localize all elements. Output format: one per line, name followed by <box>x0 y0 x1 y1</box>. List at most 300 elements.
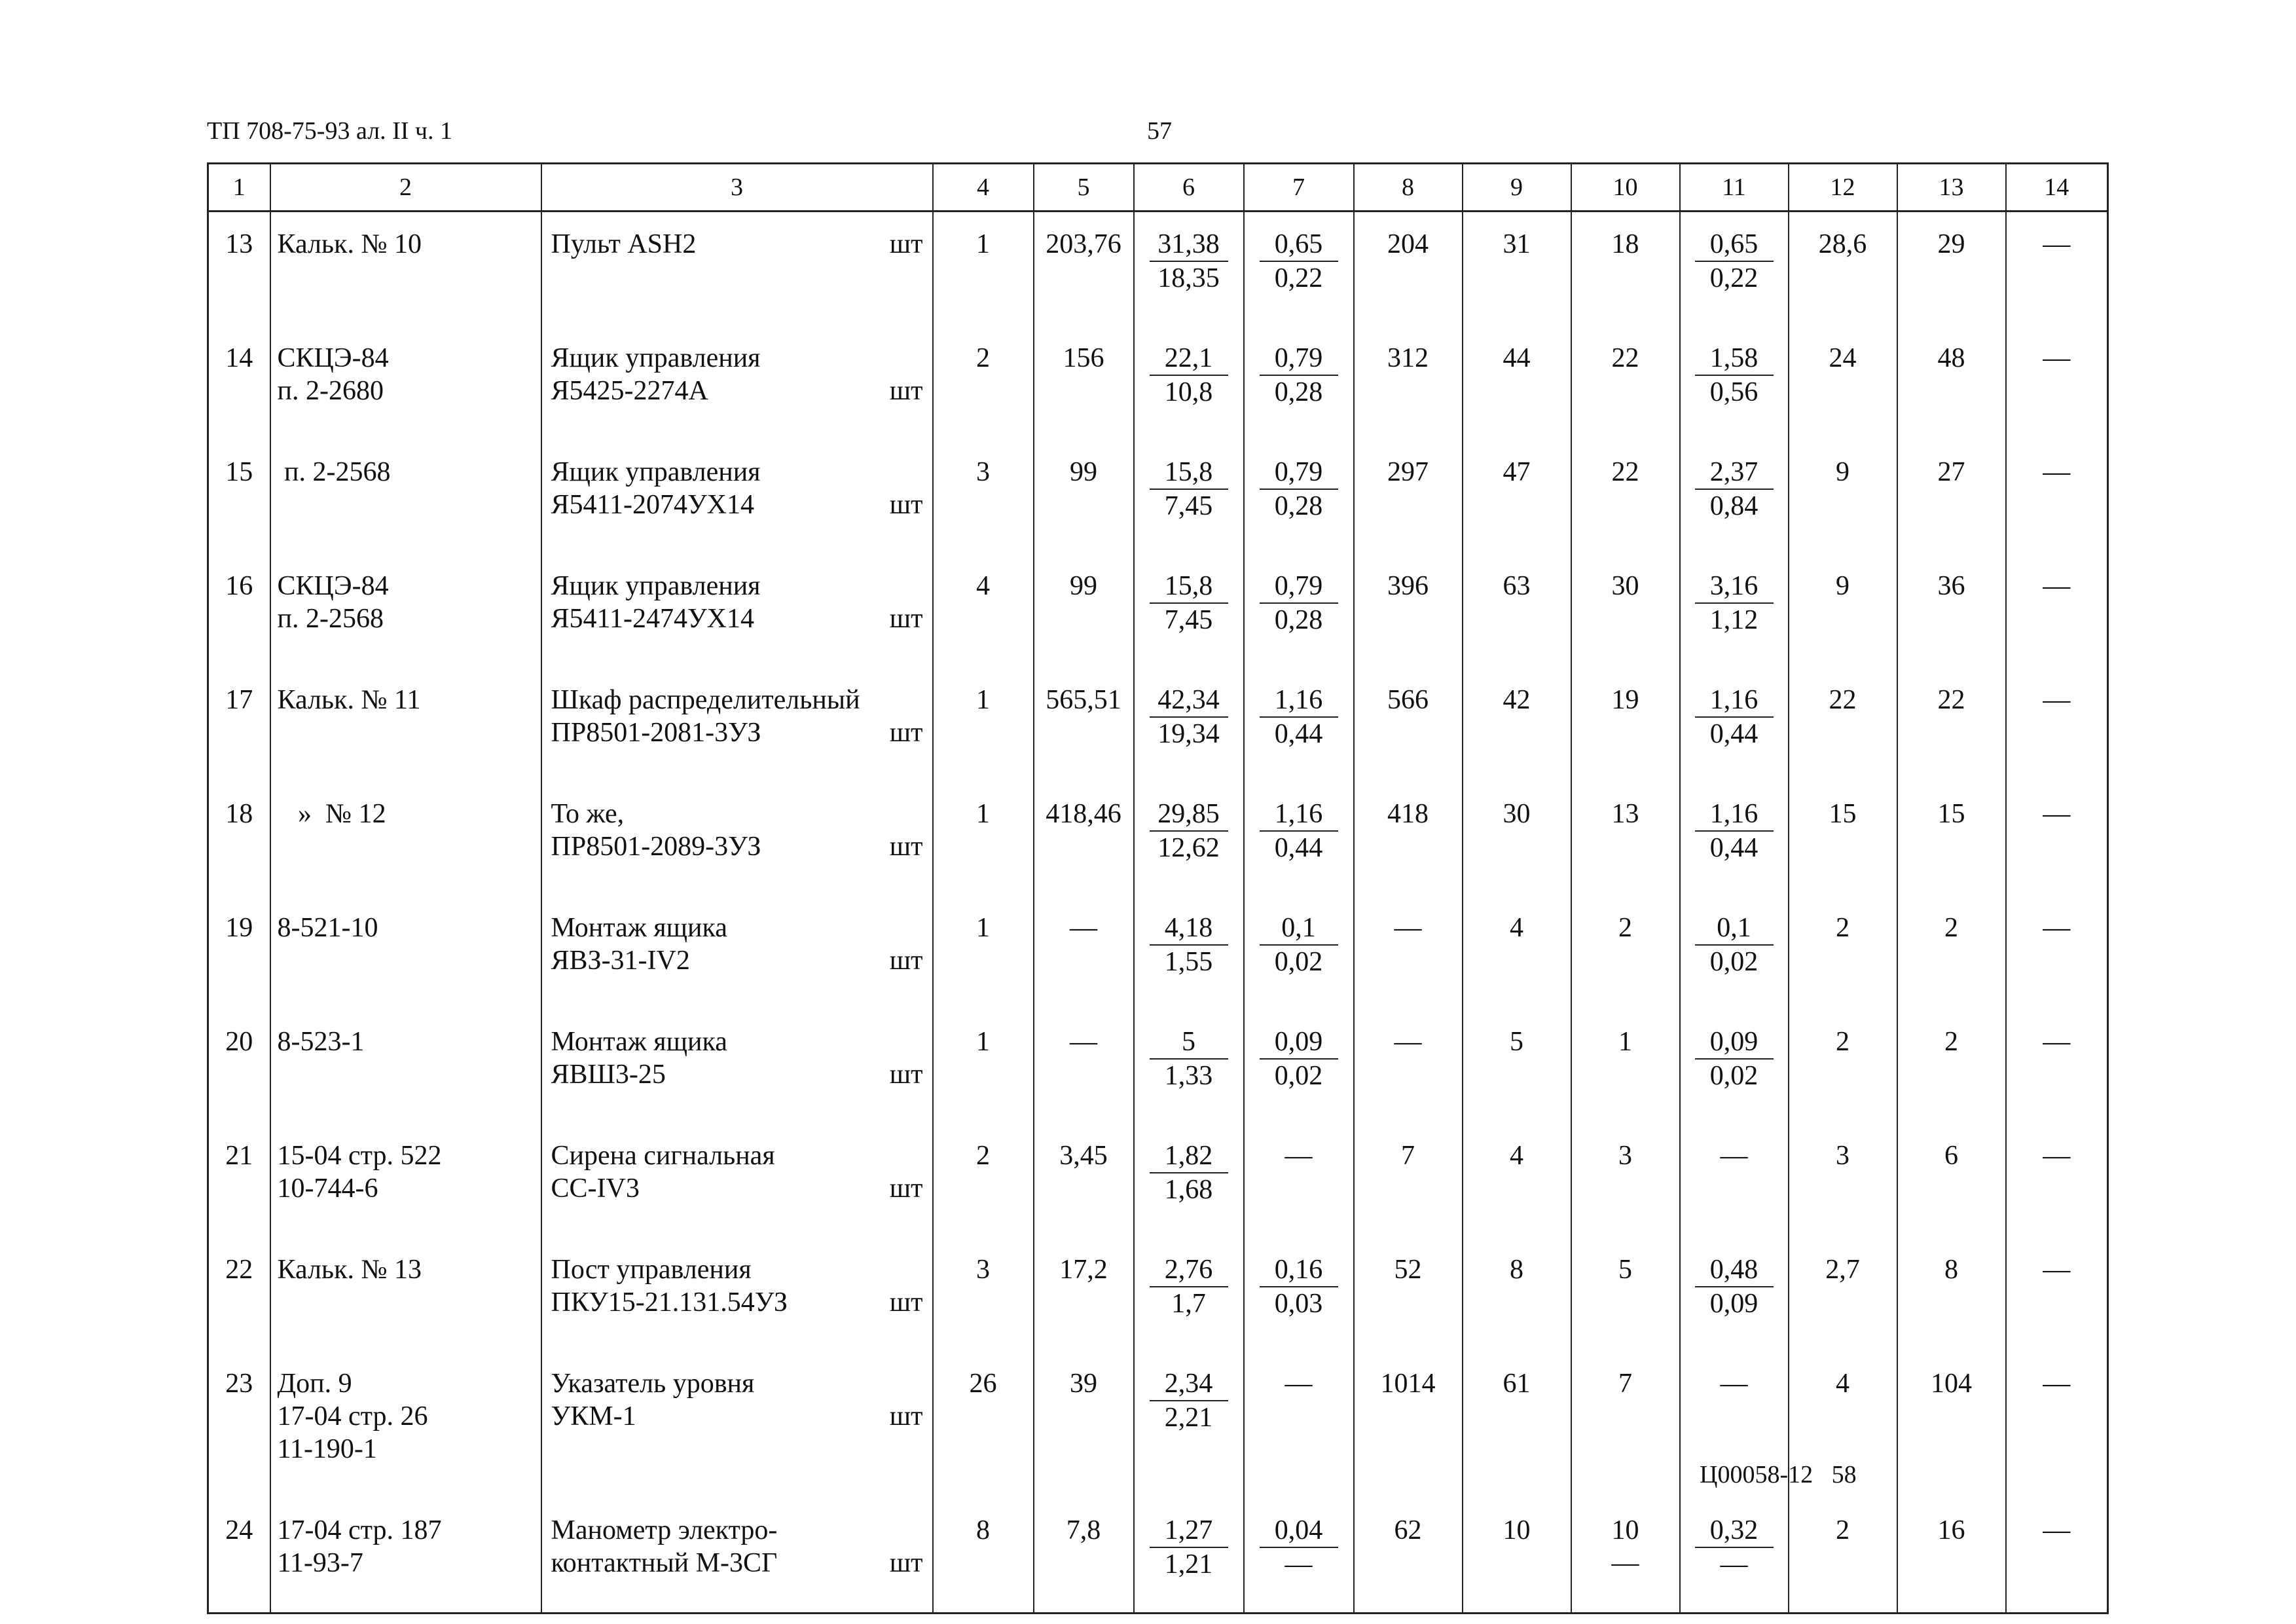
item-name-wrap <box>551 1253 923 1319</box>
value-cell <box>1897 782 2006 896</box>
item-name-wrap <box>551 1367 923 1433</box>
cell-value: — <box>2043 1141 2071 1171</box>
footer-sheet-number: 58 <box>1831 1461 1857 1488</box>
column-number-row <box>208 164 2108 212</box>
fraction-numerator: 22,1 <box>1150 342 1228 376</box>
item-name-cell <box>541 1498 933 1614</box>
item-name-cell <box>541 1124 933 1238</box>
cell-value: 2 <box>976 1141 990 1171</box>
fraction-denominator: — <box>1720 1549 1748 1579</box>
fraction-numerator: 2,34 <box>1150 1367 1228 1401</box>
cell-value: 2 <box>1836 1027 1850 1057</box>
value-cell <box>1354 1498 1463 1614</box>
item-name-cell <box>541 440 933 554</box>
fraction-value <box>1260 1514 1338 1581</box>
column-number: 9 <box>1463 164 1571 212</box>
cell-value-lower: — <box>1611 1548 1639 1578</box>
cell-value: 8 <box>1944 1255 1958 1285</box>
value-cell <box>1034 1352 1134 1498</box>
unit-of-measure: шт <box>889 718 923 748</box>
cell-value: — <box>2043 1027 2071 1057</box>
fraction-numerator: 4,18 <box>1150 912 1228 946</box>
item-name-cell <box>541 1010 933 1124</box>
fraction-value <box>1150 342 1228 409</box>
fraction-cell <box>1134 782 1244 896</box>
fraction-value <box>1695 1025 1774 1092</box>
value-cell <box>1789 554 1897 668</box>
value-cell <box>1463 668 1571 782</box>
cell-value: 204 <box>1387 229 1429 259</box>
value-cell <box>1789 440 1897 554</box>
value-cell <box>1354 782 1463 896</box>
value-cell <box>1789 1498 1897 1614</box>
fraction-cell <box>1134 1498 1244 1614</box>
basis-line: » № 12 <box>277 799 386 829</box>
basis-line: п. 2-2568 <box>277 604 384 634</box>
item-name-wrap <box>551 1025 923 1091</box>
item-name <box>551 228 697 261</box>
unit-of-measure: шт <box>889 604 923 634</box>
fraction-value <box>1150 228 1228 295</box>
unit-of-measure: шт <box>889 1401 923 1431</box>
cell-value: — <box>2043 799 2071 829</box>
fraction-cell <box>1244 212 1354 327</box>
cell-value: 24 <box>1829 343 1857 373</box>
value-cell <box>933 554 1034 668</box>
basis-line: СКЦЭ-84 <box>277 343 389 373</box>
item-name-cell <box>541 782 933 896</box>
value-cell <box>1897 326 2006 440</box>
cell-value: 9 <box>1836 457 1850 487</box>
cell-value: 1 <box>976 685 990 715</box>
cell-value: — <box>1285 1369 1313 1399</box>
value-cell <box>933 1010 1034 1124</box>
value-cell <box>1354 554 1463 668</box>
table-row <box>208 896 2108 1010</box>
cell-value: 13 <box>1611 799 1639 829</box>
value-cell <box>1354 1238 1463 1352</box>
value-cell <box>1463 1238 1571 1352</box>
item-name <box>551 456 761 521</box>
basis-cell <box>270 1010 541 1124</box>
cell-value: — <box>2043 571 2071 601</box>
value-cell <box>1571 782 1680 896</box>
basis-line: 17-04 стр. 187 <box>277 1515 442 1545</box>
value-cell <box>933 440 1034 554</box>
table-row <box>208 1498 2108 1614</box>
value-cell <box>1789 212 1897 327</box>
cell-value: — <box>1394 1027 1422 1057</box>
fraction-cell <box>1244 1498 1354 1614</box>
value-cell <box>1897 212 2006 327</box>
cell-value: 61 <box>1503 1369 1531 1399</box>
unit-of-measure: шт <box>889 1548 923 1578</box>
value-cell <box>1571 440 1680 554</box>
row-number-cell <box>208 1352 270 1498</box>
cell-value: 27 <box>1937 457 1965 487</box>
item-name-line: Я5411-2074УХ14 <box>551 490 755 520</box>
basis-line: Доп. 9 <box>277 1369 352 1399</box>
item-name-cell <box>541 326 933 440</box>
row-number-cell <box>208 1010 270 1124</box>
row-number: 20 <box>225 1027 253 1057</box>
fraction-numerator: 15,8 <box>1150 456 1228 490</box>
value-cell <box>1789 326 1897 440</box>
fraction-value <box>1260 684 1338 750</box>
value-cell <box>1571 212 1680 327</box>
fraction-cell <box>1680 668 1789 782</box>
value-cell <box>2006 1352 2108 1498</box>
item-name-wrap <box>551 912 923 977</box>
row-number: 15 <box>225 457 253 487</box>
table-row <box>208 554 2108 668</box>
fraction-numerator: 0,16 <box>1260 1253 1338 1287</box>
cell-value: 1 <box>976 1027 990 1057</box>
fraction-value <box>1695 228 1774 295</box>
value-cell <box>1354 326 1463 440</box>
fraction-numerator: 0,65 <box>1260 228 1338 262</box>
specification-table <box>207 162 2109 1614</box>
row-number-cell <box>208 212 270 327</box>
value-cell <box>1897 1352 2006 1498</box>
value-cell <box>1354 440 1463 554</box>
fraction-cell <box>1244 896 1354 1010</box>
row-number-cell <box>208 668 270 782</box>
fraction-value <box>1695 1253 1774 1320</box>
unit-of-measure: шт <box>889 376 923 406</box>
fraction-cell <box>1134 440 1244 554</box>
column-number: 7 <box>1244 164 1354 212</box>
fraction-cell <box>1680 1124 1789 1238</box>
column-number: 6 <box>1134 164 1244 212</box>
cell-value: 396 <box>1387 571 1429 601</box>
value-cell <box>1897 554 2006 668</box>
cell-value: 99 <box>1070 457 1097 487</box>
fraction-denominator: 1,68 <box>1164 1175 1213 1205</box>
cell-value: 52 <box>1394 1255 1422 1285</box>
item-name-line: Монтаж ящика <box>551 913 727 943</box>
value-cell <box>933 668 1034 782</box>
table-row <box>208 212 2108 327</box>
fraction-numerator: 0,1 <box>1695 912 1774 946</box>
fraction-denominator: 0,28 <box>1274 605 1323 635</box>
fraction-numerator: 0,48 <box>1695 1253 1774 1287</box>
basis-cell <box>270 212 541 327</box>
fraction-denominator: 0,22 <box>1709 263 1758 293</box>
item-name-wrap <box>551 684 923 749</box>
item-name-line: Указатель уровня <box>551 1369 755 1399</box>
row-number: 22 <box>225 1255 253 1285</box>
cell-value: 22 <box>1611 457 1639 487</box>
value-cell <box>1571 1352 1680 1498</box>
value-cell <box>1789 1124 1897 1238</box>
cell-value: 4 <box>1836 1369 1850 1399</box>
fraction-cell <box>1244 1124 1354 1238</box>
fraction-value <box>1150 456 1228 523</box>
basis-line: 11-190-1 <box>277 1434 377 1464</box>
basis-cell <box>270 1498 541 1614</box>
item-name-cell <box>541 896 933 1010</box>
value-cell <box>1354 668 1463 782</box>
row-number: 14 <box>225 343 253 373</box>
cell-value: 2 <box>1944 1027 1958 1057</box>
table-row <box>208 1238 2108 1352</box>
row-number-cell <box>208 1238 270 1352</box>
cell-value: 3 <box>1618 1141 1632 1171</box>
value-cell <box>1463 1498 1571 1614</box>
value-cell <box>1463 440 1571 554</box>
fraction-numerator: 1,82 <box>1150 1139 1228 1173</box>
item-name-line: ЯВШ3-25 <box>551 1060 666 1090</box>
cell-value: 9 <box>1836 571 1850 601</box>
cell-value: 566 <box>1387 685 1429 715</box>
fraction-value <box>1150 1139 1228 1206</box>
item-name-line: Ящик управления <box>551 343 761 373</box>
fraction-value <box>1260 912 1338 978</box>
value-cell <box>1571 1238 1680 1352</box>
row-number-cell <box>208 440 270 554</box>
fraction-cell <box>1134 554 1244 668</box>
item-name-line: Манометр электро- <box>551 1515 778 1545</box>
fraction-value <box>1260 570 1338 637</box>
value-cell <box>1034 1010 1134 1124</box>
cell-value: 297 <box>1387 457 1429 487</box>
fraction-cell <box>1244 668 1354 782</box>
row-number: 23 <box>225 1369 253 1399</box>
cell-value: — <box>2043 913 2071 943</box>
item-name-line: ПКУ15-21.131.54УЗ <box>551 1287 788 1318</box>
cell-value: 47 <box>1503 457 1531 487</box>
fraction-denominator: 0,44 <box>1274 719 1323 749</box>
value-cell <box>2006 1124 2108 1238</box>
table-row <box>208 440 2108 554</box>
fraction-value <box>1150 1253 1228 1320</box>
basis-cell <box>270 782 541 896</box>
item-name-wrap <box>551 1514 923 1579</box>
unit-of-measure: шт <box>889 1287 923 1318</box>
fraction-cell <box>1680 212 1789 327</box>
fraction-numerator: 1,16 <box>1695 684 1774 718</box>
item-name <box>551 1025 727 1091</box>
item-name-cell <box>541 1352 933 1498</box>
item-name-line: То же, <box>551 799 625 829</box>
cell-value: 6 <box>1944 1141 1958 1171</box>
item-name-line: контактный М-3СГ <box>551 1548 778 1578</box>
fraction-numerator: 0,09 <box>1695 1025 1774 1060</box>
value-cell <box>933 1498 1034 1614</box>
fraction-denominator: 1,33 <box>1164 1061 1213 1091</box>
basis-line: 11-93-7 <box>277 1548 363 1578</box>
value-cell <box>2006 554 2108 668</box>
document-code: ТП 708-75-93 ал. II ч. 1 <box>207 117 453 145</box>
value-cell <box>2006 326 2108 440</box>
basis-cell <box>270 1238 541 1352</box>
fraction-denominator: 0,28 <box>1274 491 1323 521</box>
cell-value: — <box>2043 1255 2071 1285</box>
cell-value: 99 <box>1070 571 1097 601</box>
fraction-numerator: 1,16 <box>1695 798 1774 832</box>
value-cell <box>1034 554 1134 668</box>
value-cell <box>1897 1498 2006 1614</box>
basis-cell <box>270 440 541 554</box>
fraction-denominator: 1,12 <box>1709 605 1758 635</box>
fraction-value <box>1695 570 1774 637</box>
value-cell <box>1897 896 2006 1010</box>
cell-value: 1 <box>1618 1027 1632 1057</box>
unit-of-measure: шт <box>889 490 923 520</box>
basis-cell <box>270 668 541 782</box>
value-cell <box>2006 782 2108 896</box>
value-cell <box>2006 212 2108 327</box>
cell-value: — <box>1720 1141 1748 1171</box>
value-cell <box>1034 1124 1134 1238</box>
cell-value: — <box>2043 343 2071 373</box>
fraction-value <box>1695 684 1774 750</box>
cell-value: 42 <box>1503 685 1531 715</box>
value-cell <box>1354 212 1463 327</box>
cell-value: 1 <box>976 913 990 943</box>
fraction-value <box>1695 1514 1774 1581</box>
basis-cell <box>270 326 541 440</box>
item-name-line: ПР8501-2081-3УЗ <box>551 718 761 748</box>
cell-value: 203,76 <box>1046 229 1121 259</box>
fraction-numerator: 0,65 <box>1695 228 1774 262</box>
column-number: 8 <box>1354 164 1463 212</box>
basis-line: Кальк. № 11 <box>277 685 421 715</box>
item-name <box>551 1253 788 1319</box>
cell-value: 16 <box>1937 1515 1965 1545</box>
table-row <box>208 326 2108 440</box>
column-number: 10 <box>1571 164 1680 212</box>
cell-value: 8 <box>1510 1255 1523 1285</box>
fraction-numerator: 1,16 <box>1260 798 1338 832</box>
value-cell <box>933 1124 1034 1238</box>
cell-value: 4 <box>976 571 990 601</box>
fraction-numerator: 0,79 <box>1260 570 1338 604</box>
value-cell <box>933 1238 1034 1352</box>
cell-value: 5 <box>1510 1027 1523 1057</box>
value-cell <box>1034 668 1134 782</box>
cell-value: 44 <box>1503 343 1531 373</box>
basis-line: 17-04 стр. 26 <box>277 1401 428 1431</box>
basis-line: п. 2-2680 <box>277 376 384 406</box>
fraction-cell <box>1680 782 1789 896</box>
value-cell <box>1463 554 1571 668</box>
cell-value: 2 <box>1836 913 1850 943</box>
value-cell <box>1571 326 1680 440</box>
unit-of-measure: шт <box>889 832 923 862</box>
cell-value: 15 <box>1937 799 1965 829</box>
fraction-denominator: 0,28 <box>1274 377 1323 407</box>
item-name-line: Я5411-2474УХ14 <box>551 604 755 634</box>
fraction-numerator: 0,79 <box>1260 342 1338 376</box>
fraction-value <box>1150 684 1228 750</box>
value-cell <box>933 212 1034 327</box>
cell-value: 1 <box>976 799 990 829</box>
row-number: 19 <box>225 913 253 943</box>
cell-value: 48 <box>1937 343 1965 373</box>
value-cell <box>1789 668 1897 782</box>
fraction-numerator: 1,27 <box>1150 1514 1228 1548</box>
unit-of-measure: шт <box>889 229 923 259</box>
value-cell <box>1463 782 1571 896</box>
cell-value: — <box>1285 1141 1313 1171</box>
value-cell <box>1463 326 1571 440</box>
fraction-numerator: 0,04 <box>1260 1514 1338 1548</box>
fraction-cell <box>1680 554 1789 668</box>
fraction-numerator: 5 <box>1150 1025 1228 1060</box>
item-name <box>551 798 761 863</box>
fraction-numerator: 0,09 <box>1260 1025 1338 1060</box>
value-cell <box>2006 668 2108 782</box>
fraction-denominator: 0,44 <box>1274 833 1323 863</box>
cell-value: 22 <box>1611 343 1639 373</box>
fraction-cell <box>1680 1238 1789 1352</box>
value-cell <box>1897 440 2006 554</box>
fraction-denominator: 0,03 <box>1274 1289 1323 1319</box>
column-number: 13 <box>1897 164 2006 212</box>
value-cell <box>1034 1238 1134 1352</box>
fraction-cell <box>1244 782 1354 896</box>
fraction-denominator: 0,02 <box>1709 1061 1758 1091</box>
cell-value: 1014 <box>1380 1369 1436 1399</box>
fraction-value <box>1695 912 1774 978</box>
cell-value: 2 <box>976 343 990 373</box>
fraction-denominator: 0,56 <box>1709 377 1758 407</box>
value-cell <box>1897 1124 2006 1238</box>
fraction-denominator: 0,44 <box>1709 833 1758 863</box>
item-name <box>551 1514 778 1579</box>
value-cell <box>1034 896 1134 1010</box>
fraction-denominator: 1,7 <box>1171 1289 1206 1319</box>
item-name-cell <box>541 668 933 782</box>
fraction-numerator: 29,85 <box>1150 798 1228 832</box>
cell-value: — <box>1394 913 1422 943</box>
value-cell <box>1897 1238 2006 1352</box>
value-cell <box>1463 212 1571 327</box>
basis-line: Кальк. № 13 <box>277 1255 422 1285</box>
item-name-line: Сирена сигнальная <box>551 1141 775 1171</box>
cell-value: 1 <box>976 229 990 259</box>
fraction-value <box>1150 912 1228 978</box>
fraction-cell <box>1680 326 1789 440</box>
fraction-value <box>1695 456 1774 523</box>
row-number: 21 <box>225 1141 253 1171</box>
table-row <box>208 782 2108 896</box>
row-number-cell <box>208 782 270 896</box>
fraction-cell <box>1134 212 1244 327</box>
cell-value: 3 <box>976 457 990 487</box>
cell-value: 36 <box>1937 571 1965 601</box>
cell-value: — <box>2043 229 2071 259</box>
cell-value: 62 <box>1394 1515 1422 1545</box>
basis-line: п. 2-2568 <box>277 457 391 487</box>
item-name-line: Пост управления <box>551 1255 752 1285</box>
fraction-cell <box>1134 896 1244 1010</box>
value-cell <box>1034 782 1134 896</box>
basis-cell <box>270 1352 541 1498</box>
cell-value: 22 <box>1937 685 1965 715</box>
item-name-line: УКМ-1 <box>551 1401 636 1431</box>
cell-value: 3 <box>976 1255 990 1285</box>
item-name-cell <box>541 212 933 327</box>
value-cell <box>1789 896 1897 1010</box>
value-cell <box>1034 326 1134 440</box>
fraction-denominator: 2,21 <box>1164 1403 1213 1433</box>
cell-value: 17,2 <box>1059 1255 1108 1285</box>
fraction-denominator: 7,45 <box>1164 605 1213 635</box>
fraction-value <box>1260 1253 1338 1320</box>
